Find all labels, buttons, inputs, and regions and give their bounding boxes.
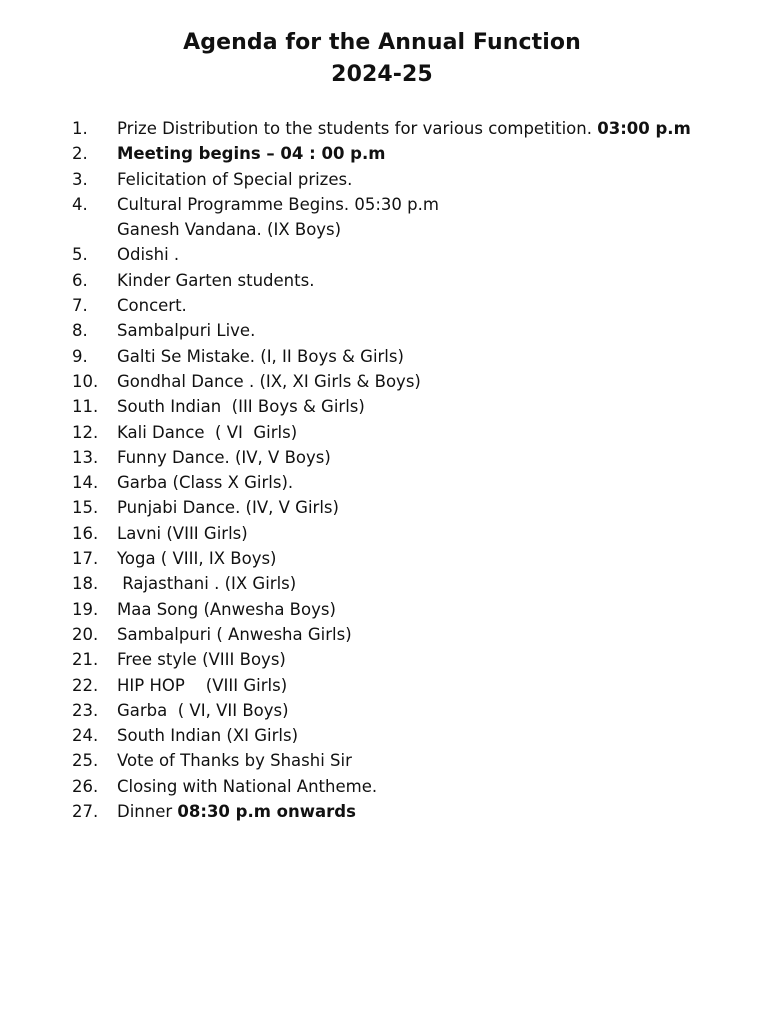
agenda-item-text: Kali Dance ( VI Girls) (117, 422, 298, 442)
agenda-item-content (117, 344, 404, 369)
agenda-item-number: 8. (72, 321, 88, 341)
agenda-item (0, 369, 768, 394)
agenda-item-content (117, 698, 289, 723)
title-line-1: Agenda for the Annual Function (183, 30, 581, 55)
agenda-item (0, 445, 768, 470)
agenda-item-number: 5. (72, 245, 88, 265)
agenda-item-number: 19. (72, 599, 99, 619)
agenda-item-number: 22. (72, 675, 99, 695)
agenda-item-content (117, 521, 248, 546)
agenda-item-content (117, 597, 336, 622)
agenda-item-text: South Indian (III Boys & Girls) (117, 397, 365, 417)
agenda-item-text: Garba ( VI, VII Boys) (117, 700, 289, 720)
agenda-item-bold-text: Meeting begins – 04 : 00 p.m (117, 144, 386, 164)
agenda-item-content (117, 571, 296, 596)
agenda-item-text: Garba (Class X Girls). (117, 473, 294, 493)
agenda-item-number: 3. (72, 169, 88, 189)
agenda-item-text: Dinner (117, 802, 178, 822)
agenda-item-number: 7. (72, 296, 88, 316)
agenda-item-content (117, 293, 187, 318)
agenda-item-text: Rajasthani . (IX Girls) (117, 574, 297, 594)
agenda-item-number: 27. (72, 802, 99, 822)
agenda-item-number: 11. (72, 397, 99, 417)
agenda-item-content (117, 445, 331, 470)
agenda-item-text: Funny Dance. (IV, V Boys) (117, 447, 331, 467)
agenda-item (0, 242, 768, 267)
title-line-2: 2024-25 (331, 62, 433, 87)
agenda-item-content (117, 495, 339, 520)
agenda-item-content (117, 723, 298, 748)
agenda-item-content (117, 774, 377, 799)
agenda-item-number: 2. (72, 144, 88, 164)
agenda-item-content (117, 141, 385, 166)
agenda-item (0, 167, 768, 192)
agenda-item (0, 673, 768, 698)
agenda-item-text: Sambalpuri Live. (117, 321, 256, 341)
agenda-item-text: Maa Song (Anwesha Boys) (117, 599, 336, 619)
agenda-item-text: Gondhal Dance . (IX, XI Girls & Boys) (117, 371, 421, 391)
agenda-item-text: Prize Distribution to the students for various competition. (117, 119, 598, 138)
agenda-item-text: Cultural Programme Begins. 05:30 p.m (117, 194, 439, 214)
agenda-item (0, 192, 768, 217)
agenda-item-number: 17. (72, 549, 99, 569)
agenda-item (0, 698, 768, 723)
agenda-item-content (117, 369, 421, 394)
agenda-item-content (117, 394, 365, 419)
agenda-item-number: 26. (72, 776, 99, 796)
agenda-item-text: Kinder Garten students. (117, 270, 315, 290)
agenda-item (0, 420, 768, 445)
agenda-item (0, 217, 768, 242)
agenda-item-text: Felicitation of Special prizes. (117, 169, 353, 189)
agenda-item-text: Yoga ( VIII, IX Boys) (117, 549, 277, 569)
agenda-item-number: 20. (72, 624, 99, 644)
agenda-item-content (117, 673, 287, 698)
agenda-item-text: Ganesh Vandana. (IX Boys) (117, 220, 342, 240)
agenda-item-number: 12. (72, 422, 99, 442)
agenda-item-text: Galti Se Mistake. (I, II Boys & Girls) (117, 346, 404, 366)
agenda-item (0, 571, 768, 596)
agenda-item-number: 6. (72, 270, 88, 290)
agenda-item (0, 622, 768, 647)
agenda-item (0, 597, 768, 622)
agenda-item-content (117, 268, 314, 293)
agenda-item-content (117, 470, 293, 495)
agenda-item-number: 9. (72, 346, 88, 366)
agenda-item-number: 25. (72, 751, 99, 771)
agenda-item (0, 394, 768, 419)
agenda-item-content (117, 116, 691, 141)
agenda-item (0, 748, 768, 773)
agenda-item-bold-text: 08:30 p.m onwards (177, 802, 356, 822)
agenda-item-number: 4. (72, 194, 88, 214)
agenda-item-bold-text: 03:00 p.m (597, 119, 691, 138)
agenda-item-text: HIP HOP (VIII Girls) (117, 675, 288, 695)
agenda-item (0, 723, 768, 748)
agenda-item-content (117, 647, 286, 672)
agenda-item-text: Punjabi Dance. (IV, V Girls) (117, 498, 339, 518)
agenda-item-text: Closing with National Antheme. (117, 776, 378, 796)
agenda-item-text: Vote of Thanks by Shashi Sir (117, 751, 352, 771)
agenda-item-number: 21. (72, 650, 99, 670)
document-title (0, 27, 764, 91)
agenda-item-number: 23. (72, 700, 99, 720)
agenda-item-text: South Indian (XI Girls) (117, 726, 299, 746)
agenda-item-content (117, 318, 255, 343)
agenda-item-text: Concert. (117, 296, 187, 316)
agenda-item (0, 521, 768, 546)
agenda-item-content (117, 217, 341, 242)
agenda-item-number: 1. (72, 119, 88, 138)
agenda-item (0, 293, 768, 318)
agenda-item-content (117, 242, 179, 267)
agenda-item-number: 14. (72, 473, 99, 493)
agenda-item-content (117, 799, 356, 824)
agenda-item-content (117, 622, 352, 647)
agenda-item-text: Lavni (VIII Girls) (117, 523, 248, 543)
agenda-item (0, 647, 768, 672)
agenda-item-text: Sambalpuri ( Anwesha Girls) (117, 624, 352, 644)
agenda-item-number: 13. (72, 447, 99, 467)
agenda-item-number: 16. (72, 523, 99, 543)
agenda-list (0, 116, 768, 824)
agenda-item (0, 495, 768, 520)
agenda-item-content (117, 192, 439, 217)
agenda-item-text: Free style (VIII Boys) (117, 650, 286, 670)
agenda-item (0, 470, 768, 495)
agenda-item-number: 15. (72, 498, 99, 518)
agenda-item (0, 116, 768, 141)
agenda-item-number: 18. (72, 574, 99, 594)
agenda-item-number: 10. (72, 371, 99, 391)
agenda-item (0, 799, 768, 824)
agenda-item-number: 24. (72, 726, 99, 746)
agenda-item-content (117, 420, 297, 445)
agenda-item-content (117, 167, 352, 192)
agenda-item-content (117, 748, 352, 773)
agenda-item (0, 318, 768, 343)
agenda-item (0, 774, 768, 799)
agenda-item (0, 268, 768, 293)
agenda-item (0, 344, 768, 369)
agenda-item-content (117, 546, 277, 571)
agenda-item (0, 546, 768, 571)
agenda-item (0, 141, 768, 166)
agenda-item-text: Odishi . (117, 245, 180, 265)
